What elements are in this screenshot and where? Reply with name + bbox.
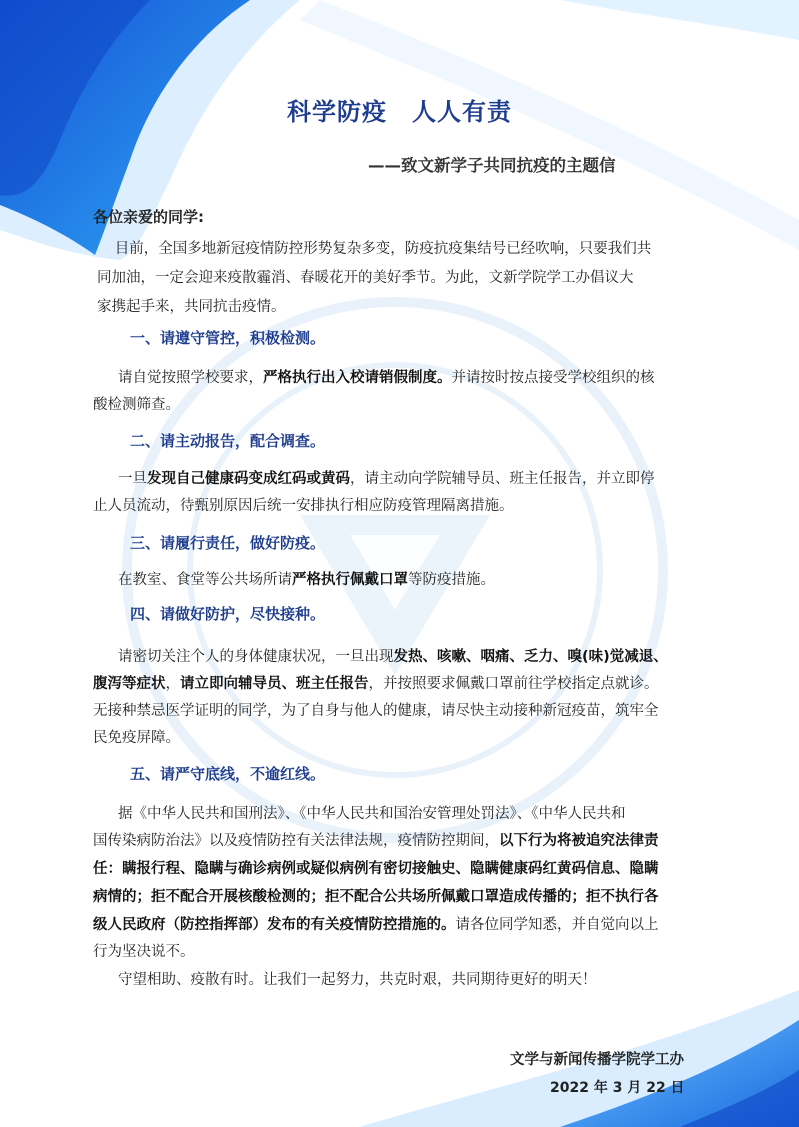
section-paragraph: 据《中华人民共和国刑法》、《中华人民共和国治安管理处罚法》、《中华人民共和 — [118, 806, 626, 822]
text-span: 等防疫措施。 — [408, 572, 495, 588]
bold-text: 以下行为将被追究法律责 — [499, 833, 659, 849]
bold-text: 请立即向辅导员、班主任报告 — [180, 676, 369, 692]
section-paragraph-cont — [93, 883, 659, 911]
intro-line: 家携起手来，共同抗击疫情。 — [97, 299, 286, 315]
text-span: 国传染病防治法》以及疫情防控有关法律法规，疫情防控期间， — [93, 833, 499, 849]
section-heading: 三、请履行责任，做好防疫。 — [130, 534, 326, 552]
section-paragraph — [118, 566, 738, 594]
text-span: 请密切关注个人的身体健康状况，一旦出现 — [118, 649, 394, 665]
intro-paragraph — [93, 235, 721, 322]
section-heading: 四、请做好防护，尽快接种。 — [130, 605, 326, 623]
bold-text: 级人民政府（防控指挥部）发布的有关疫情防控措施的。 — [93, 917, 456, 933]
bold-text: 严格执行佩戴口罩 — [292, 572, 408, 588]
section-paragraph-cont — [93, 670, 733, 698]
bold-text: 任：瞒报行程、隐瞒与确诊病例或疑似病例有密切接触史、隐瞒健康码红黄码信息、隐瞒 — [93, 861, 659, 877]
text-span: 在教室、食堂等公共场所请 — [118, 572, 292, 588]
bold-text: 腹泻等症状 — [93, 676, 166, 692]
section-paragraph — [118, 643, 738, 671]
bold-text: 病情的；拒不配合开展核酸检测的；拒不配合公共场所佩戴口罩造成传播的；拒不执行各 — [93, 889, 659, 905]
subtitle: ——致文新学子共同抗疫的主题信 — [368, 156, 616, 175]
intro-line: 目前，全国多地新冠疫情防控形势复杂多变，防疫抗疫集结号已经吹响，只要我们共 — [114, 241, 652, 257]
signature-date: 2022 年 3 月 22 日 — [550, 1080, 685, 1096]
section-paragraph-cont — [93, 911, 733, 939]
section-paragraph-cont — [93, 827, 733, 855]
section-paragraph — [118, 465, 738, 493]
intro-line: 同加油，一定会迎来疫散霾消、春暖花开的美好季节。为此，文新学院学工办倡议大 — [97, 270, 634, 286]
text-span: 请各位同学知悉，并自觉向以上 — [455, 917, 659, 933]
text-span: ，并按照要求佩戴口罩前往学校指定点就诊。 — [368, 676, 659, 692]
section-paragraph-cont: 止人员流动，待甄别原因后统一安排执行相应防疫管理隔离措施。 — [93, 498, 514, 514]
text-span: 请自觉按照学校要求， — [118, 370, 263, 386]
section-heading: 五、请严守底线，不逾红线。 — [130, 765, 326, 783]
greeting: 各位亲爱的同学: — [93, 208, 204, 226]
closing-sentence: 守望相助、疫散有时。让我们一起努力，共克时艰，共同期待更好的明天！ — [118, 972, 597, 988]
text-span: 并请按时按点接受学校组织的核 — [451, 370, 655, 386]
text-span: ， — [165, 676, 180, 692]
section-heading: 二、请主动报告，配合调查。 — [130, 432, 326, 450]
section-paragraph-cont — [93, 855, 659, 883]
section-heading: 一、请遵守管控，积极检测。 — [130, 329, 326, 347]
section-paragraph-cont: 无接种禁忌医学证明的同学，为了自身与他人的健康，请尽快主动接种新冠疫苗，筑牢全 — [93, 703, 659, 719]
page-title: 科学防疫 人人有责 — [287, 98, 512, 126]
section-paragraph-cont: 行为坚决说不。 — [93, 944, 195, 960]
signature-org: 文学与新闻传播学院学工办 — [510, 1052, 684, 1068]
section-paragraph-cont: 民免疫屏障。 — [93, 730, 180, 746]
section-paragraph — [118, 364, 738, 392]
text-span: 一旦 — [118, 471, 147, 487]
section-paragraph-cont: 酸检测筛查。 — [93, 397, 180, 413]
bold-text: 发热、咳嗽、咽痛、乏力、嗅(味)觉减退、 — [393, 649, 668, 665]
bold-text: 发现自己健康码变成红码或黄码 — [147, 471, 350, 487]
text-span: ，请主动向学院辅导员、班主任报告，并立即停 — [350, 471, 655, 487]
bold-text: 严格执行出入校请销假制度。 — [263, 370, 452, 386]
